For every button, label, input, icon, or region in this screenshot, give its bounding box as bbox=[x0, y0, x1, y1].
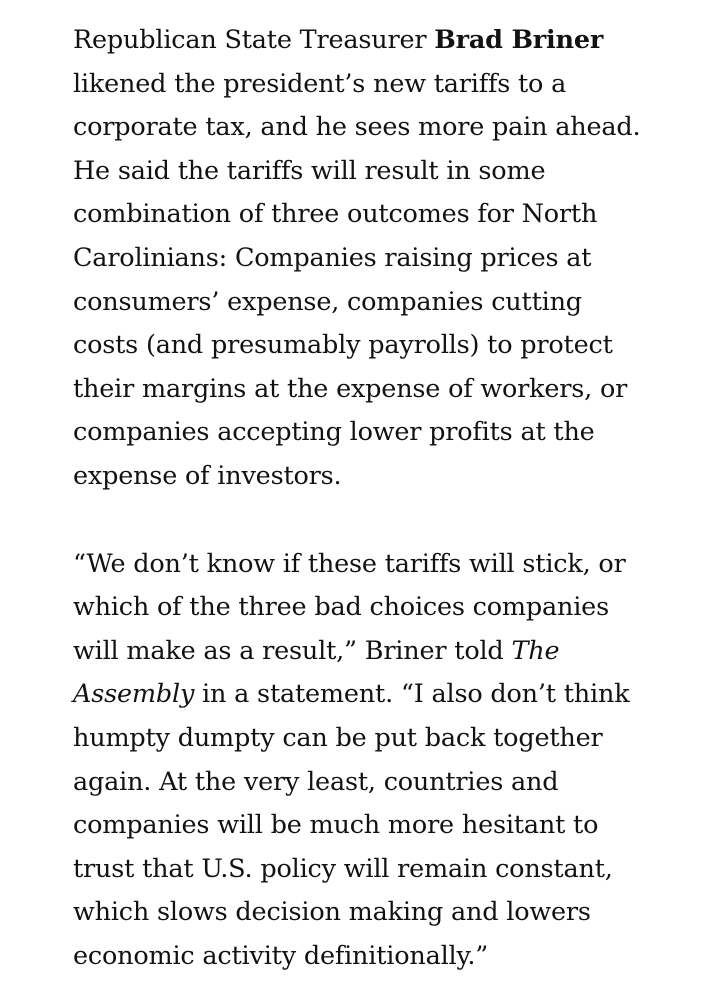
publication-name-italic: The bbox=[511, 635, 560, 666]
paragraph-briner-quote bbox=[73, 543, 693, 979]
text-run: will make as a result,” Briner told bbox=[73, 635, 512, 666]
text-line: humpty dumpty can be put back together bbox=[73, 722, 603, 753]
person-name-bold: Brad Briner bbox=[434, 25, 604, 55]
text-line: combination of three outcomes for North bbox=[73, 199, 598, 230]
text-line: He said the tariffs will result in some bbox=[73, 155, 546, 186]
article-body bbox=[73, 19, 693, 978]
text-line: Carolinians: Companies raising prices at bbox=[73, 242, 592, 273]
paragraph-briner-tariffs bbox=[73, 19, 693, 499]
text-line bbox=[73, 630, 693, 674]
publication-name-italic: Assembly bbox=[73, 679, 195, 710]
text-line: companies accepting lower profits at the bbox=[73, 417, 595, 448]
text-line: likened the president’s new tariffs to a bbox=[73, 68, 567, 99]
text-run: in a statement. “I also don’t think bbox=[194, 679, 630, 710]
text-line: their margins at the expense of workers, or bbox=[73, 373, 628, 404]
text-line: trust that U.S. policy will remain constant, bbox=[73, 853, 613, 884]
text-line: expense of investors. bbox=[73, 460, 342, 491]
text-line: again. At the very least, countries and bbox=[73, 766, 559, 797]
text-line: companies will be much more hesitant to bbox=[73, 810, 599, 841]
text-line: economic activity definitionally.” bbox=[73, 940, 489, 971]
text-line: which slows decision making and lowers bbox=[73, 897, 591, 928]
text-line: “We don’t know if these tariffs will stick, or bbox=[73, 548, 626, 579]
text-line: which of the three bad choices companies bbox=[73, 592, 609, 623]
text-line: costs (and presumably payrolls) to protect bbox=[73, 330, 613, 361]
text-line bbox=[73, 673, 693, 717]
text-run: Republican State Treasurer bbox=[73, 25, 435, 55]
text-line: corporate tax, and he sees more pain ahead. bbox=[73, 112, 641, 143]
text-line: consumers’ expense, companies cutting bbox=[73, 286, 582, 317]
text-line bbox=[73, 19, 693, 63]
